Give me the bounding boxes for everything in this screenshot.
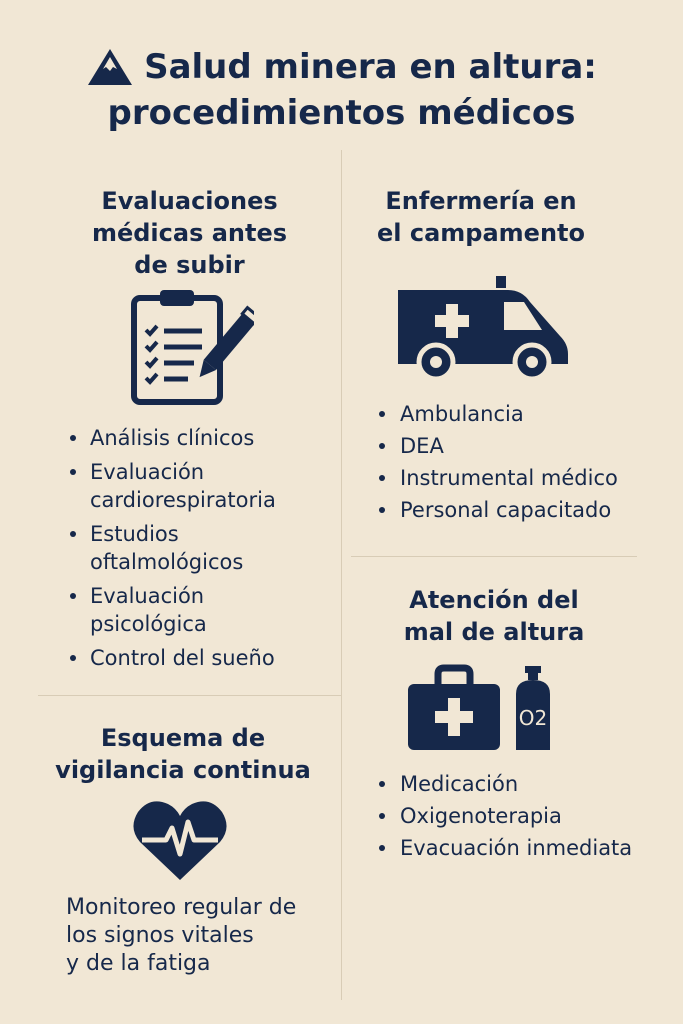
list-item: Estudios oftalmológicos [90, 520, 330, 576]
title-line-1: Salud minera en altura: [144, 47, 597, 87]
list-item: Oxigenoterapia [400, 802, 660, 830]
right-divider [351, 556, 637, 557]
list-item: Personal capacitado [400, 496, 650, 524]
infirmary-list [400, 400, 650, 528]
title-line-2: procedimientos médicos [107, 93, 576, 133]
list-item: Ambulancia [400, 400, 650, 428]
list-item: Medicación [400, 770, 660, 798]
list-item: Instrumental médico [400, 464, 650, 492]
oxygen-label: O2 [518, 706, 548, 730]
list-item: Control del sueño [90, 644, 330, 672]
heartbeat-icon [132, 798, 228, 882]
left-divider [38, 695, 341, 696]
surveillance-text: Monitoreo regular de los signos vitales y de la fatiga [66, 895, 297, 976]
pre-ascent-list [90, 424, 330, 678]
surveillance-title: Esquema de vigilancia continua [55, 724, 311, 784]
list-item: Evacuación inmediata [400, 834, 660, 862]
altitude-sickness-list [400, 770, 660, 866]
mountain-icon [86, 47, 134, 87]
pre-ascent-title: Evaluaciones médicas antes de subir [91, 187, 288, 279]
list-item: Evaluación cardiorespiratoria [90, 458, 330, 514]
altitude-sickness-title: Atención del mal de altura [403, 586, 585, 646]
list-item: DEA [400, 432, 650, 460]
first-aid-kit-icon [406, 664, 502, 752]
list-item: Evaluación psicológica [90, 582, 330, 638]
infirmary-title: Enfermería en el campamento [377, 187, 585, 247]
vertical-divider [341, 150, 342, 1000]
ambulance-icon [396, 274, 570, 380]
list-item: Análisis clínicos [90, 424, 330, 452]
clipboard-checklist-icon [128, 288, 254, 406]
page-title [0, 44, 683, 136]
